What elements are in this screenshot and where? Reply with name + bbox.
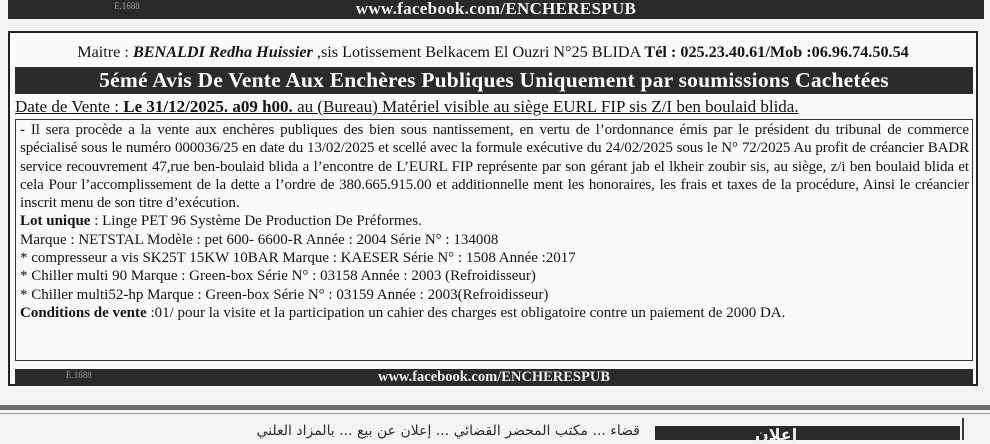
sale-date-label: Date de Vente :	[15, 97, 124, 116]
body-paragraph: - Il sera procède a la vente aux enchères publiques des bien sous nantissement, en vertu de l’ordonnance émis par le président du tribunal de commerce spécialisé sous le numéro 000036/25 en date du 13/02/2025 et scellé avec la formule exécutive du 24/02/2025 sous le N° 72/2025 Au profit de créancier BADR service recouvrement 47,rue ben-boulaid blida a l’encontre de L’EURL FIP représente par son gérant jab el lkheir zoubir sis, au siège, z/i ben boulaid blida et cela Pour l’accomplissement de la dette a l’ordre de 380.665.915.00 et additionnelle ment les honoraires, les frais et taxes de la procédure, Ainsi le créancier inscrit menu de son titre d’exécution.	[20, 122, 969, 212]
bailiff-address: ,sis Lotissement Belkacem El Ouzri N°25 BLIDA	[312, 43, 645, 61]
lot-label: Lot unique	[20, 213, 91, 230]
sale-date-value: Le 31/12/2025. a09 h00.	[123, 97, 293, 116]
bottom-url-bar	[15, 369, 973, 386]
bailiff-contact: Tél : 025.23.40.61/Mob :06.96.74.50.54	[644, 43, 909, 61]
item-line: * Chiller multi 90 Marque : Green-box Série N° : 03158 Année : 2003 (Refroidisseur)	[20, 268, 536, 285]
section-divider	[0, 405, 990, 410]
next-notice-title: إعلان	[755, 425, 798, 444]
sale-date-line	[15, 95, 973, 118]
next-notice-arabic-text: قضاء ... مكتب المحضر القضائي ... إعلان عن بيع ... بالمزاد العلني	[256, 423, 640, 439]
header-prefix: Maitre :	[77, 43, 133, 61]
top-facebook-url: www.facebook.com/ENCHERESPUB	[355, 0, 637, 18]
bottom-ref-code: E.1688	[66, 370, 92, 380]
bailiff-header	[10, 43, 976, 62]
lot-line	[20, 212, 969, 230]
lot-value: : Linge PET 96 Système De Production De Préformes.	[90, 213, 422, 230]
bottom-facebook-url: www.facebook.com/ENCHERESPUB	[377, 369, 610, 385]
notice-title: 5émé Avis De Vente Aux Enchères Publiques Uniquement par soumissions Cachetées	[15, 67, 973, 94]
conditions-value: :01/ pour la visite et la participation un cahier des charges est obligatoire contre un paiement de 2000 DA.	[146, 304, 786, 321]
top-url-bar	[8, 0, 984, 19]
bailiff-name: BENALDI Redha Huissier	[132, 43, 313, 61]
sale-date-location: au (Bureau) Matériel visible au siège EURL FIP sis Z/I ben boulaid blida.	[292, 97, 799, 116]
item-line: Marque : NETSTAL Modèle : pet 600- 6600-R Année : 2004 Série N° : 134008	[20, 231, 499, 248]
next-notice-border	[962, 418, 978, 440]
notice-body	[15, 119, 973, 361]
next-notice-title-box	[655, 425, 960, 444]
auction-notice	[8, 31, 978, 386]
item-line: * compresseur a vis SK25T 15KW 10BAR Marque : KAESER Série N° : 1508 Année :2017	[20, 250, 576, 267]
item-line: * Chiller multi52-hp Marque : Green-box Série N° : 03159 Année : 2003(Refroidisseur)	[20, 286, 549, 303]
section-divider-thin	[0, 413, 990, 414]
conditions-line	[20, 304, 969, 322]
top-ref-code: E.1688	[114, 1, 140, 11]
conditions-label: Conditions de vente	[20, 304, 147, 321]
